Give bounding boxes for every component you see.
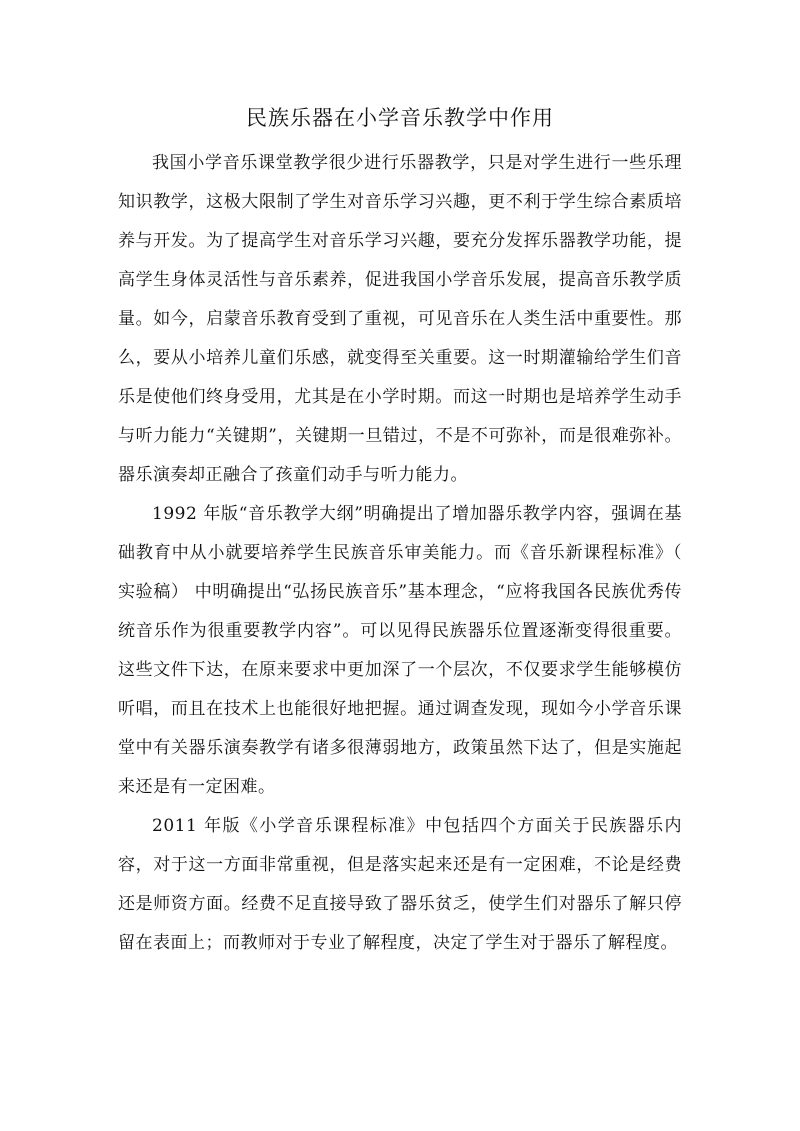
- document-body: [118, 144, 682, 963]
- paragraph-1: 我国小学音乐课堂教学很少进行乐器教学，只是对学生进行一些乐理知识教学，这极大限制了学生对音乐学习兴趣，更不利于学生综合素质培养与开发。为了提高学生对音乐学习兴趣，要充分发挥乐器教学功能，提高学生身体灵活性与音乐素养，促进我国小学音乐发展，提高音乐教学质量。如今，启蒙音乐教育受到了重视，可见音乐在人类生活中重要性。那么，要从小培养儿童们乐感，就变得至关重要。这一时期灌输给学生们音乐是使他们终身受用，尤其是在小学时期。而这一时期也是培养学生动手与听力能力“关键期”，关键期一旦错过，不是不可弥补，而是很难弥补。器乐演奏却正融合了孩童们动手与听力能力。: [118, 153, 682, 485]
- paragraph-3: 2011 年版《小学音乐课程标准》中包括四个方面关于民族器乐内容，对于这一方面非常重视，但是落实起来还是有一定困难，不论是经费还是师资方面。经费不足直接导致了器乐贫乏，使学生们对器乐了解只停留在表面上；而教师对于专业了解程度，决定了学生对于器乐了解程度。: [118, 816, 682, 953]
- document-title: 民族乐器在小学音乐教学中作用: [246, 106, 554, 130]
- paragraph-2: 1992 年版“音乐教学大纲”明确提出了增加器乐教学内容，强调在基础教育中从小就要培养学生民族音乐审美能力。而《音乐新课程标准》（ 实验稿） 中明确提出“弘扬民族音乐”基本理念，“应将我国各民族优秀传统音乐作为很重要教学内容”。可以见得民族器乐位置逐渐变得很重要。这些文件下达，在原来要求中更加深了一个层次，不仅要求学生能够模仿听唱，而且在技术上也能很好地把握。通过调查发现，现如今小学音乐课堂中有关器乐演奏教学有诸多很薄弱地方，政策虽然下达了，但是实施起来还是有一定困难。: [118, 504, 682, 797]
